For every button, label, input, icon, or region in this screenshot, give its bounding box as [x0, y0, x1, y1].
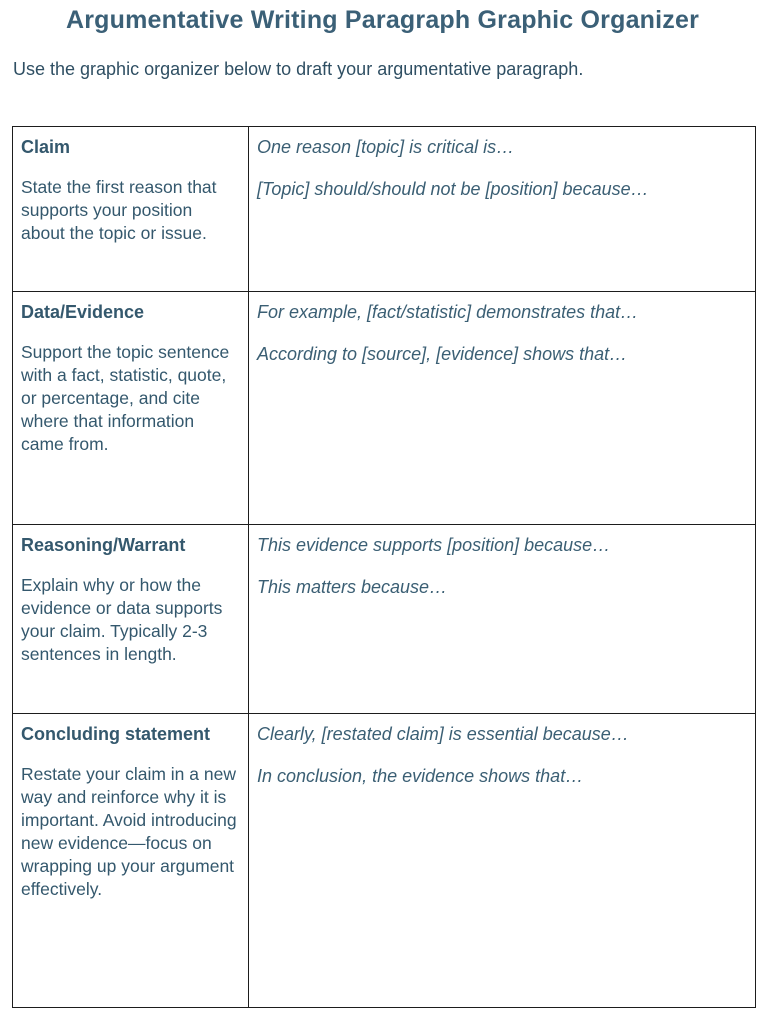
table-row-reasoning — [13, 525, 756, 714]
claim-starter-1: One reason [topic] is critical is… — [257, 137, 515, 157]
evidence-label: Data/Evidence — [21, 302, 145, 322]
reasoning-label: Reasoning/Warrant — [21, 535, 186, 555]
page-title: Argumentative Writing Paragraph Graphic Organizer — [65, 6, 700, 34]
reasoning-starter-1: This evidence supports [position] because… — [257, 535, 611, 555]
concluding-starter-2: In conclusion, the evidence shows that… — [257, 766, 584, 786]
reasoning-description: Explain why or how the evidence or data supports your claim. Typically 2-3 sentences in length. — [21, 575, 223, 664]
evidence-starter-1: For example, [fact/statistic] demonstrates that… — [257, 302, 639, 322]
evidence-label-cell — [13, 292, 249, 525]
claim-label-cell — [13, 127, 249, 292]
reasoning-label-cell — [13, 525, 249, 714]
evidence-draft-cell[interactable] — [249, 292, 756, 525]
intro-text: Use the graphic organizer below to draft your argumentative paragraph. — [13, 59, 584, 79]
table-row-data-evidence — [13, 292, 756, 525]
evidence-description: Support the topic sentence with a fact, statistic, quote, or percentage, and cite where that information came from. — [21, 342, 230, 454]
concluding-description: Restate your claim in a new way and reinforce why it is important. Avoid introducing new evidence—focus on wrapping up your argument effectively. — [21, 764, 237, 899]
reasoning-draft-cell[interactable] — [249, 525, 756, 714]
evidence-starter-2: According to [source], [evidence] shows that… — [257, 344, 628, 364]
concluding-draft-cell[interactable] — [249, 714, 756, 1008]
claim-label: Claim — [21, 137, 71, 157]
claim-draft-cell[interactable] — [249, 127, 756, 292]
concluding-label: Concluding statement — [21, 724, 211, 744]
claim-starter-2: [Topic] should/should not be [position] because… — [257, 179, 649, 199]
concluding-starter-1: Clearly, [restated claim] is essential because… — [257, 724, 629, 744]
table-row-claim — [13, 127, 756, 292]
graphic-organizer-table — [12, 126, 756, 1008]
reasoning-starter-2: This matters because… — [257, 577, 448, 597]
claim-description: State the first reason that supports your position about the topic or issue. — [21, 177, 217, 243]
table-row-concluding — [13, 714, 756, 1008]
concluding-label-cell — [13, 714, 249, 1008]
